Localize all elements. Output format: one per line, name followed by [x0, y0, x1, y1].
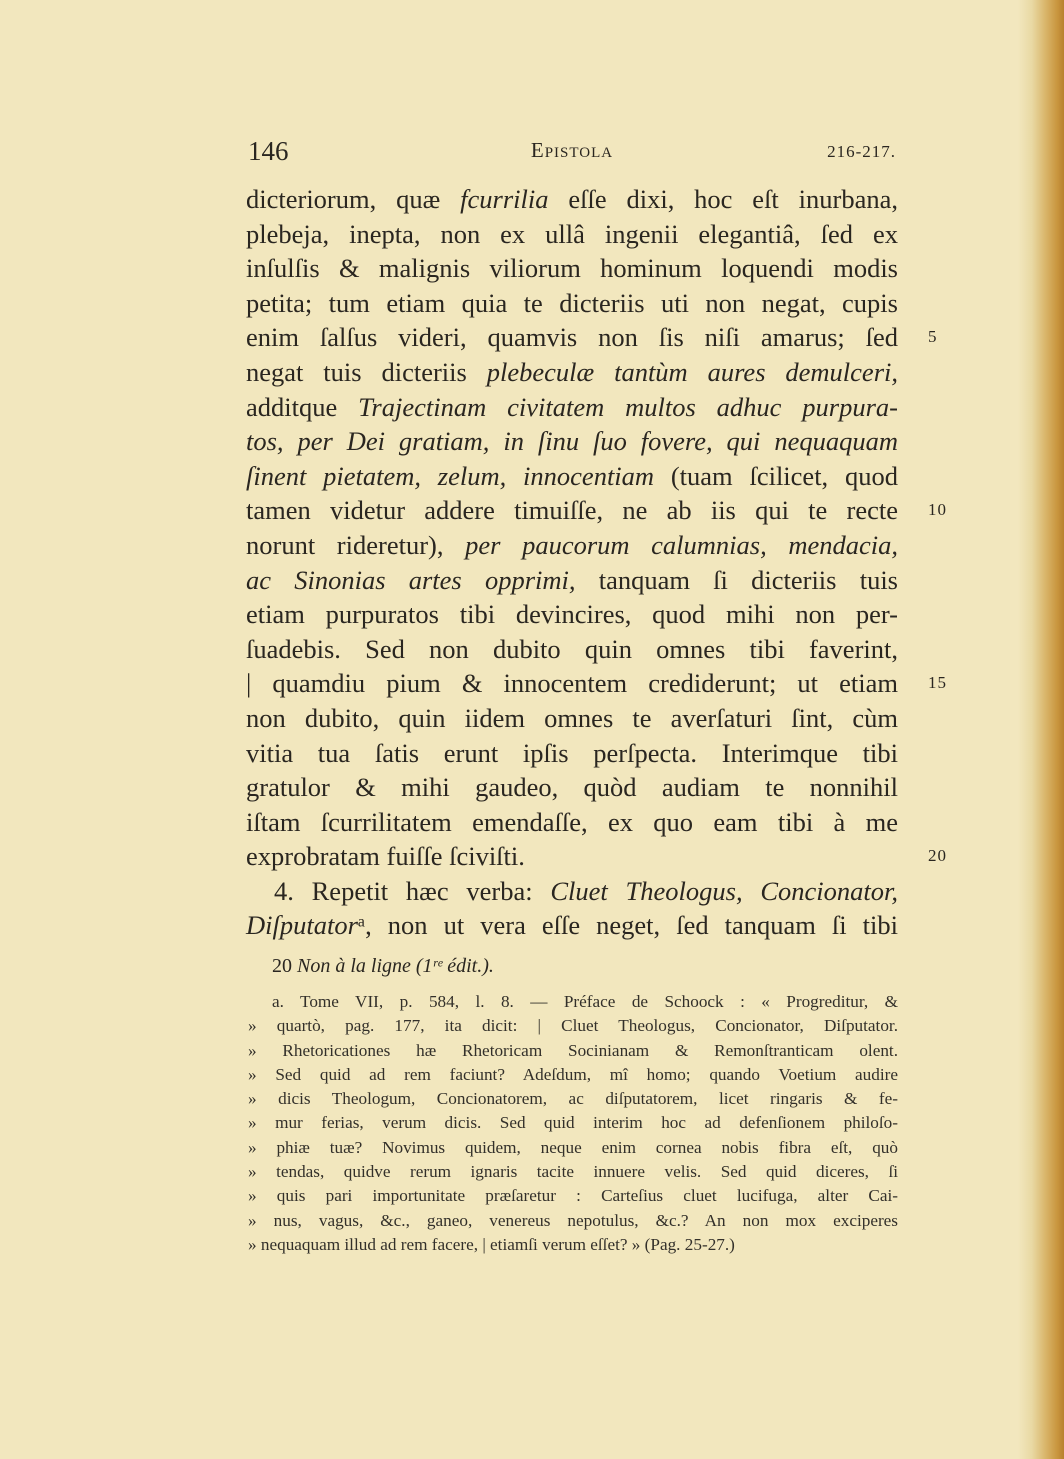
line-text: vitia tua ſatis erunt ipſis perſpecta. Interimque tibi — [246, 737, 898, 768]
footnote — [248, 990, 898, 1257]
variant-note-text: Non à la ligne — [297, 955, 411, 977]
line-italic-text: ſinent pietatem, zelum, innocentiam — [246, 460, 655, 491]
text-line — [246, 355, 898, 390]
variant-note-number: 20 — [272, 955, 292, 977]
running-header — [248, 136, 896, 170]
line-text: iſtam ſcurrilitatem emendaſſe, ex quo eam tibi à me — [246, 806, 898, 837]
line-text: norunt rideretur), — [246, 529, 466, 560]
footnote-line: » tendas, quidve rerum ignaris tacite innuere velis. Sed quid diceres, ſi — [248, 1162, 898, 1182]
line-number: 20 — [928, 846, 947, 866]
text-line — [246, 597, 898, 632]
line-italic-text: per paucorum calumnias, mendacia, — [465, 529, 898, 560]
line-text: etiam purpuratos tibi devincires, quod mihi non per- — [246, 599, 898, 630]
line-italic-text: Diſputator — [246, 910, 358, 941]
text-line — [246, 528, 898, 563]
text-line — [246, 459, 898, 494]
text-line — [246, 805, 898, 840]
text-line — [246, 770, 898, 805]
variant-note — [272, 953, 892, 979]
line-text: dicteriorum, quæ — [246, 184, 461, 214]
line-number: 15 — [928, 673, 947, 693]
line-number: 10 — [928, 500, 947, 520]
text-line — [246, 701, 898, 736]
line-italic-text: tos, per Dei gratiam, in ſinu ſuo fovere, qui nequaquam — [246, 426, 898, 457]
page-number: 146 — [248, 136, 289, 166]
line-rest-text: (tuam ſcilicet, quod — [654, 460, 898, 491]
text-line — [246, 736, 898, 771]
line-rest-text: eſſe dixi, hoc eſt inurbana, — [548, 184, 898, 214]
line-text: 4. Repetit hæc verba: — [274, 875, 551, 906]
line-text: plebeja, inepta, non ex ullâ ingenii elegantiâ, ſed ex — [246, 218, 898, 249]
line-text: inſulſis & malignis viliorum hominum loquendi modis — [246, 253, 898, 284]
text-line — [246, 839, 947, 874]
text-line — [246, 217, 898, 252]
page-range: 216-217. — [827, 142, 896, 161]
line-italic-text: plebeculæ tantùm aures demulceri, — [486, 356, 898, 387]
text-line — [246, 286, 898, 321]
line-number: 5 — [928, 327, 938, 347]
main-text — [246, 182, 947, 943]
text-line — [246, 493, 947, 528]
line-text: gratulor & mihi gaudeo, quòd audiam te nonnihil — [246, 772, 898, 803]
footnote-line: » phiæ tuæ? Novimus quidem, neque enim cornea nobis fibra eſt, quò — [248, 1137, 898, 1157]
page-edge — [1018, 0, 1064, 1459]
line-rest-text: tanquam ſi dicteriis tuis — [575, 564, 898, 595]
line-italic-text: ac Sinonias artes opprimi, — [246, 564, 576, 595]
text-line — [246, 182, 898, 217]
footnote-line: » mur ferias, verum dicis. Sed quid interim hoc ad defenſionem philoſo- — [248, 1113, 898, 1133]
line-italic-text: Trajectinam civitatem multos adhuc purpura- — [358, 391, 899, 422]
text-line — [246, 424, 898, 459]
line-text: tamen videtur addere timuiſſe, ne ab iis qui te recte — [246, 495, 898, 526]
variant-note-edition: (1ʳᵉ édit.). — [415, 955, 494, 977]
text-line — [246, 390, 898, 425]
footnote-line: » nequaquam illud ad rem facere, | etiamſi verum eſſet? » (Pag. 25-27.) — [248, 1234, 735, 1254]
line-text: ſuadebis. Sed non dubito quin omnes tibi faverint, — [246, 633, 898, 664]
line-italic-text: Cluet Theologus, Concionator, — [550, 875, 898, 906]
footnote-line: » quis pari importunitate præſaretur : Carteſius cluet lucifuga, alter Cai- — [248, 1186, 898, 1206]
text-line — [246, 251, 898, 286]
line-text: exprobratam fuiſſe ſciviſti. — [246, 841, 525, 872]
line-text: non dubito, quin iidem omnes te averſaturi ſint, cùm — [246, 702, 898, 733]
text-line — [246, 874, 898, 909]
footnote-line: a. Tome VII, p. 584, l. 8. — Préface de Schoock : « Progreditur, & — [272, 992, 898, 1011]
line-text: petita; tum etiam quia te dicteriis uti non negat, cupis — [246, 287, 898, 318]
footnote-line: » dicis Theologum, Concionatorem, ac diſputatorem, licet ringaris & fe- — [248, 1089, 898, 1109]
running-title: Epistola — [530, 138, 614, 162]
line-rest-text: ᵃ, non ut vera eſſe neget, ſed tanquam ſi tibi — [357, 910, 898, 941]
line-text: | quamdiu pium & innocentem crediderunt; ut etiam — [246, 668, 898, 699]
line-text: negat tuis dicteriis — [246, 356, 487, 387]
text-line — [246, 908, 898, 943]
line-text: enim ſalſus videri, quamvis non ſis niſi amarus; ſed — [246, 322, 898, 353]
line-text: additque — [246, 391, 359, 422]
footnote-line: » Rhetoricationes hæ Rhetoricam Socinianam & Remonſtranticam olent. — [248, 1040, 898, 1060]
text-line — [246, 666, 947, 701]
footnote-line: » Sed quid ad rem faciunt? Adeſdum, mî homo; quando Voetium audire — [248, 1064, 898, 1084]
footnote-line: » nus, vagus, &c., ganeo, venereus nepotulus, &c.? An non mox exciperes — [248, 1210, 898, 1230]
footnote-line: » quartò, pag. 177, ita dicit: | Cluet Theologus, Concionator, Diſputator. — [248, 1016, 898, 1036]
text-line — [246, 320, 938, 355]
text-line — [246, 563, 898, 598]
text-line — [246, 632, 898, 667]
line-italic-text: fcurrilia — [460, 184, 549, 214]
